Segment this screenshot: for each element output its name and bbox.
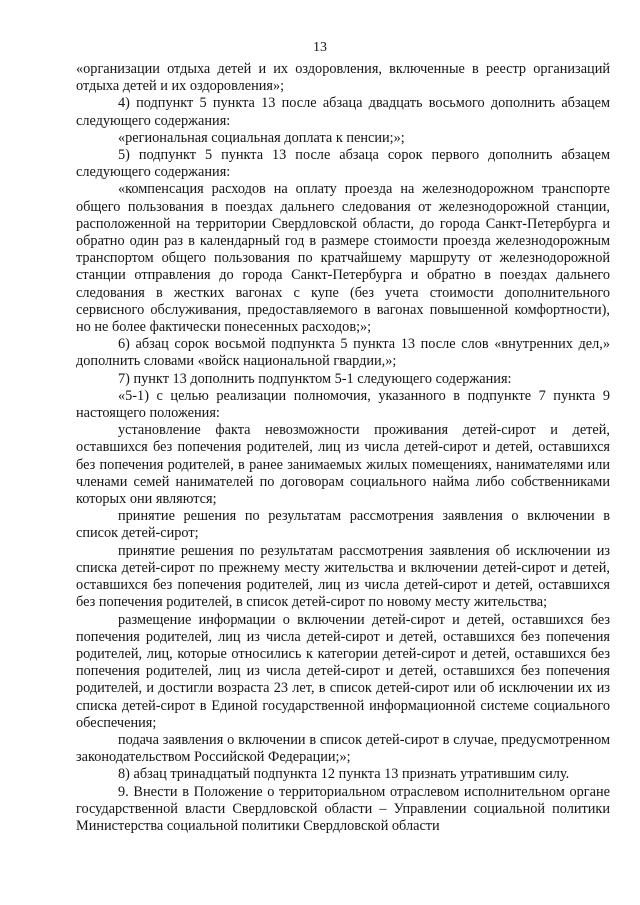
paragraph: 5) подпункт 5 пункта 13 после абзаца сорок первого дополнить абзацем следующего содержания: bbox=[76, 147, 610, 181]
paragraph: «организации отдыха детей и их оздоровления, включенные в реестр организаций отдыха детей и их оздоровления»; bbox=[76, 61, 610, 95]
paragraph: 8) абзац тринадцатый подпункта 12 пункта 13 признать утратившим силу. bbox=[118, 766, 570, 783]
paragraph: «компенсация расходов на оплату проезда на железнодорожном транспорте общего пользования в поездах дальнего следования от железнодорожной станции, расположенной на территории Свердловской области, до города Санкт-Петербурга и обратно один раз в календарный год в размере стоимости проезда железнодорожным транспортом общего пользования по кратчайшему маршруту от железнодорожной станции отправления до города Санкт-Петербурга и обратно в поездах дальнего следования в жестких вагонах с купе (без учета стоимости дополнительного сервисного обслуживания, предоставляемого в вагонах повышенной комфортности), но не более фактически понесенных расходов;»; bbox=[76, 181, 610, 336]
paragraph: 4) подпункт 5 пункта 13 после абзаца двадцать восьмого дополнить абзацем следующего содержания: bbox=[76, 95, 610, 129]
paragraph: 6) абзац сорок восьмой подпункта 5 пункта 13 после слов «внутренних дел,» дополнить словами «войск национальной гвардии,»; bbox=[76, 336, 610, 370]
paragraph: «региональная социальная доплата к пенсии;»; bbox=[118, 129, 405, 146]
paragraph: установление факта невозможности проживания детей-сирот и детей, оставшихся без попечения родителей, лиц из числа детей-сирот и детей, оставшихся без попечения родителей, в ранее занимаемых жилых помещениях, нанимателями или членами семей нанимателей по договорам социального найма либо собственниками которых они являются; bbox=[76, 422, 610, 508]
paragraph: подача заявления о включении в список детей-сирот в случае, предусмотренном законодательством Российской Федерации;»; bbox=[76, 731, 610, 766]
paragraph: «5-1) с целью реализации полномочия, указанного в подпункте 7 пункта 9 настоящего положения: bbox=[76, 387, 610, 422]
paragraph: принятие решения по результатам рассмотрения заявления об исключении из списка детей-сирот по прежнему месту жительства и включении детей-сирот и детей, оставшихся без попечения родителей, лиц из числа детей-сирот и детей, оставшихся без попечения родителей, в список детей-сирот по новому месту жительства; bbox=[76, 542, 610, 611]
paragraph: 9. Внести в Положение о территориальном отраслевом исполнительном органе государственной власти Свердловской области – Управлении социальной политики Министерства социальной политики Свердловской области bbox=[76, 783, 610, 834]
paragraph: 7) пункт 13 дополнить подпунктом 5-1 следующего содержания: bbox=[118, 370, 512, 387]
paragraph: размещение информации о включении детей-сирот и детей, оставшихся без попечения родителей, лиц из числа детей-сирот и детей, оставшихся без попечения родителей, лиц, которые относились к категории детей-сирот и детей, оставшихся без попечения родителей, лиц из числа детей-сирот и детей, оставшихся без попечения родителей, и достигли возраста 23 лет, в список детей-сирот или об исключении их из списка детей-сирот в Единой государственной информационной системе социального обеспечения; bbox=[76, 611, 610, 731]
document-body bbox=[76, 61, 610, 835]
paragraph: принятие решения по результатам рассмотрения заявления о включении в список детей-сирот; bbox=[76, 508, 610, 542]
page-number: 13 bbox=[313, 40, 327, 55]
